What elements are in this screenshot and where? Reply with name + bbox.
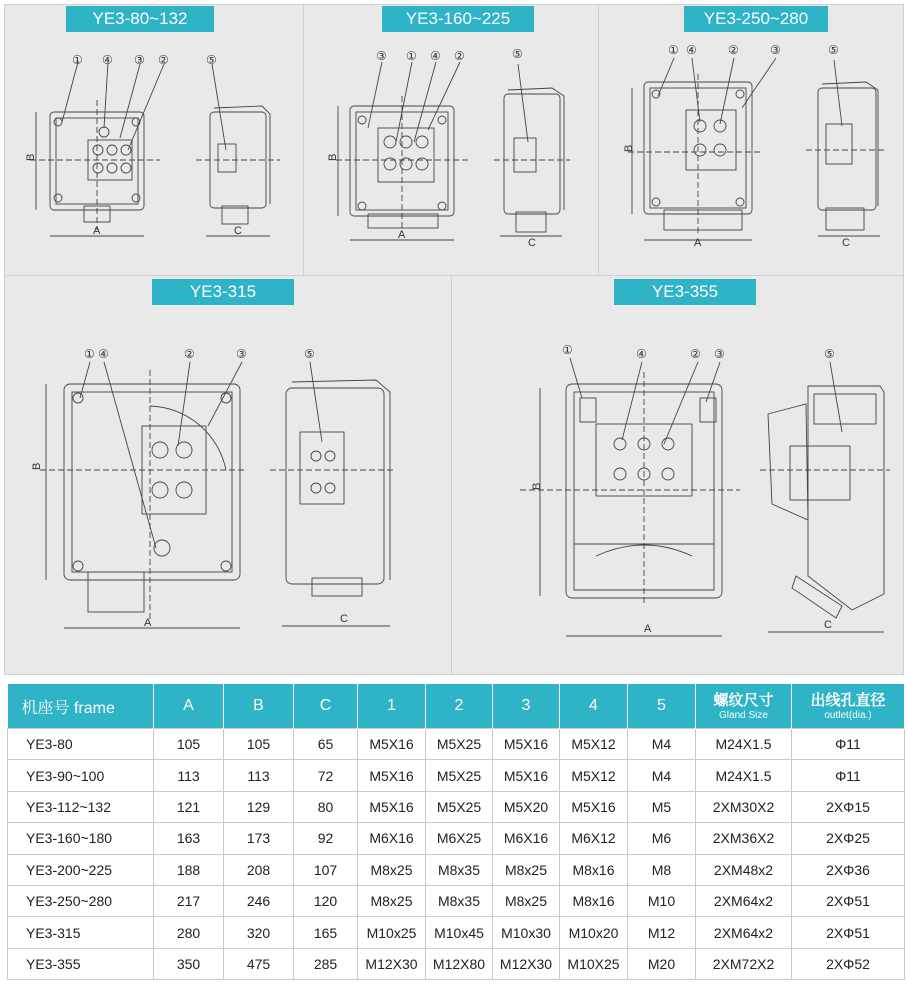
cell-4: M8x16 [560,854,628,885]
panel-title-ye3-250-280: YE3-250~280 [684,6,828,32]
callout-3: ③ [134,53,145,67]
cell-gland: M24X1.5 [696,760,792,791]
cell-c: 92 [294,823,358,854]
cell-outlet: 2XΦ25 [792,823,905,854]
table-row [8,823,905,854]
panel-title-ye3-160-225: YE3-160~225 [382,6,534,32]
cell-gland: 2XM64x2 [696,885,792,916]
callout-4: ④ [102,53,113,67]
drawing-ye3-315-front [40,362,244,628]
cell-a: 105 [154,729,224,760]
callout-3: ③ [770,43,781,57]
cell-a: 113 [154,760,224,791]
cell-4: M5X12 [560,729,628,760]
dim-b: B [623,144,635,152]
cell-3: M5X16 [493,760,560,791]
callout-5: ⑤ [828,43,839,57]
header-gland-sub: Gland Size [719,709,768,721]
cell-1: M6X16 [358,823,426,854]
header-5: 5 [628,684,696,729]
table-row [8,729,905,760]
cell-b: 208 [224,854,294,885]
cell-3: M12X30 [493,948,560,979]
cell-gland: M24X1.5 [696,729,792,760]
header-a: A [154,684,224,729]
cell-2: M5X25 [426,760,493,791]
cell-5: M4 [628,760,696,791]
cell-4: M8x16 [560,885,628,916]
callouts [72,43,839,361]
cell-frame: YE3-80 [8,729,154,760]
dim-a: A [398,229,406,241]
callout-1: ① [72,53,83,67]
cell-3: M8x25 [493,854,560,885]
callout-4: ④ [430,49,441,63]
callout-5: ⑤ [304,347,315,361]
callout-3: ③ [376,49,387,63]
cell-5: M6 [628,823,696,854]
cell-gland: 2XM72X2 [696,948,792,979]
cell-frame: YE3-200~225 [8,854,154,885]
cell-2: M5X25 [426,729,493,760]
table-row [8,854,905,885]
drawing-ye3-80-132-side [196,64,280,236]
cell-2: M8x35 [426,885,493,916]
panel-title-ye3-355: YE3-355 [614,279,756,305]
cell-c: 72 [294,760,358,791]
header-c: C [294,684,358,729]
callout-4: ④ [636,347,647,361]
drawing-ye3-80-132-front [30,62,164,236]
dim-c: C [842,237,850,249]
header-1: 1 [358,684,426,729]
drawing-ye3-250-280-front [628,58,776,240]
cell-frame: YE3-112~132 [8,791,154,822]
drawing-ye3-355-side [760,362,890,632]
callout-5: ⑤ [512,47,523,61]
callout-2: ② [184,347,195,361]
callout-1: ① [84,347,95,361]
header-gland-main: 螺纹尺寸 [713,691,774,709]
cell-5: M5 [628,791,696,822]
header-4: 4 [560,684,628,729]
callout-2: ② [158,53,169,67]
dimension-labels [25,145,850,635]
drawing-ye3-315-side [270,362,396,626]
header-frame: 机座号 frame [8,684,154,729]
callout-2: ② [690,347,701,361]
cell-frame: YE3-160~180 [8,823,154,854]
cell-frame: YE3-250~280 [8,885,154,916]
callout-1: ① [668,43,679,57]
dim-a: A [694,237,702,249]
table-row [8,760,905,791]
cell-outlet: 2XΦ15 [792,791,905,822]
cell-b: 173 [224,823,294,854]
header-3: 3 [493,684,560,729]
cell-frame: YE3-90~100 [8,760,154,791]
callout-3: ③ [236,347,247,361]
table-row [8,948,905,979]
cell-b: 320 [224,917,294,948]
drawing-ye3-355-front [520,358,740,636]
dim-c: C [528,237,536,249]
cell-c: 285 [294,948,358,979]
cell-frame: YE3-315 [8,917,154,948]
cell-b: 246 [224,885,294,916]
cell-3: M10x30 [493,917,560,948]
cell-3: M5X20 [493,791,560,822]
cell-c: 80 [294,791,358,822]
cell-4: M5X12 [560,760,628,791]
cell-a: 217 [154,885,224,916]
cell-gland: 2XM64x2 [696,917,792,948]
cell-5: M12 [628,917,696,948]
cell-4: M5X16 [560,791,628,822]
cell-b: 475 [224,948,294,979]
header-gland-size [696,684,792,729]
cell-2: M6X25 [426,823,493,854]
cell-3: M6X16 [493,823,560,854]
header-outlet-sub: outlet(dia.) [824,709,872,721]
cell-1: M10x25 [358,917,426,948]
header-2: 2 [426,684,493,729]
cell-4: M10X25 [560,948,628,979]
callout-2: ② [728,43,739,57]
cell-a: 121 [154,791,224,822]
cell-5: M10 [628,885,696,916]
cell-4: M6X12 [560,823,628,854]
cell-1: M8x25 [358,885,426,916]
cell-frame: YE3-355 [8,948,154,979]
drawing-ye3-250-280-side [806,60,886,236]
callout-1: ① [562,343,573,357]
cell-outlet: 2XΦ52 [792,948,905,979]
header-outlet-dia [792,684,905,729]
dim-b: B [327,153,339,161]
dim-a: A [144,617,152,629]
cell-1: M12X30 [358,948,426,979]
callout-4: ④ [98,347,109,361]
cell-outlet: 2XΦ51 [792,885,905,916]
panel-title-ye3-315: YE3-315 [152,279,294,305]
cell-2: M10x45 [426,917,493,948]
dim-c: C [340,613,348,625]
cell-c: 65 [294,729,358,760]
drawing-ye3-160-225-side [494,64,570,236]
cell-3: M5X16 [493,729,560,760]
dim-c: C [824,619,832,631]
callout-2: ② [454,49,465,63]
cell-outlet: 2XΦ36 [792,854,905,885]
cell-outlet: Φ11 [792,729,905,760]
callout-5: ⑤ [824,347,835,361]
cell-2: M12X80 [426,948,493,979]
dim-a: A [644,623,652,635]
cell-2: M8x35 [426,854,493,885]
cell-a: 188 [154,854,224,885]
cell-4: M10x20 [560,917,628,948]
header-outlet-main: 出线孔直径 [810,691,886,709]
table-row [8,917,905,948]
cell-5: M20 [628,948,696,979]
cell-gland: 2XM48x2 [696,854,792,885]
table-row [8,885,905,916]
cell-b: 129 [224,791,294,822]
cell-2: M5X25 [426,791,493,822]
cell-c: 107 [294,854,358,885]
cell-b: 113 [224,760,294,791]
dim-b: B [31,462,43,470]
cell-outlet: 2XΦ51 [792,917,905,948]
cell-c: 120 [294,885,358,916]
table-row [8,791,905,822]
cell-a: 163 [154,823,224,854]
callout-5: ⑤ [206,53,217,67]
cell-1: M5X16 [358,729,426,760]
dim-c: C [234,225,242,237]
cell-1: M5X16 [358,791,426,822]
cell-a: 280 [154,917,224,948]
dim-b: B [25,153,37,161]
cell-5: M8 [628,854,696,885]
drawing-ye3-160-225-front [336,62,468,240]
cell-gland: 2XM36X2 [696,823,792,854]
cell-1: M8x25 [358,854,426,885]
callout-1: ① [406,49,417,63]
cell-c: 165 [294,917,358,948]
cell-3: M8x25 [493,885,560,916]
header-b: B [224,684,294,729]
cell-5: M4 [628,729,696,760]
table-header-row [8,684,905,729]
cell-outlet: Φ11 [792,760,905,791]
cell-b: 105 [224,729,294,760]
spec-table [7,684,905,980]
panel-title-ye3-80-132: YE3-80~132 [66,6,214,32]
cell-1: M5X16 [358,760,426,791]
callout-4: ④ [686,43,697,57]
dim-b: B [531,482,543,490]
cell-a: 350 [154,948,224,979]
dim-a: A [93,225,101,237]
cell-gland: 2XM30X2 [696,791,792,822]
callout-3: ③ [714,347,725,361]
